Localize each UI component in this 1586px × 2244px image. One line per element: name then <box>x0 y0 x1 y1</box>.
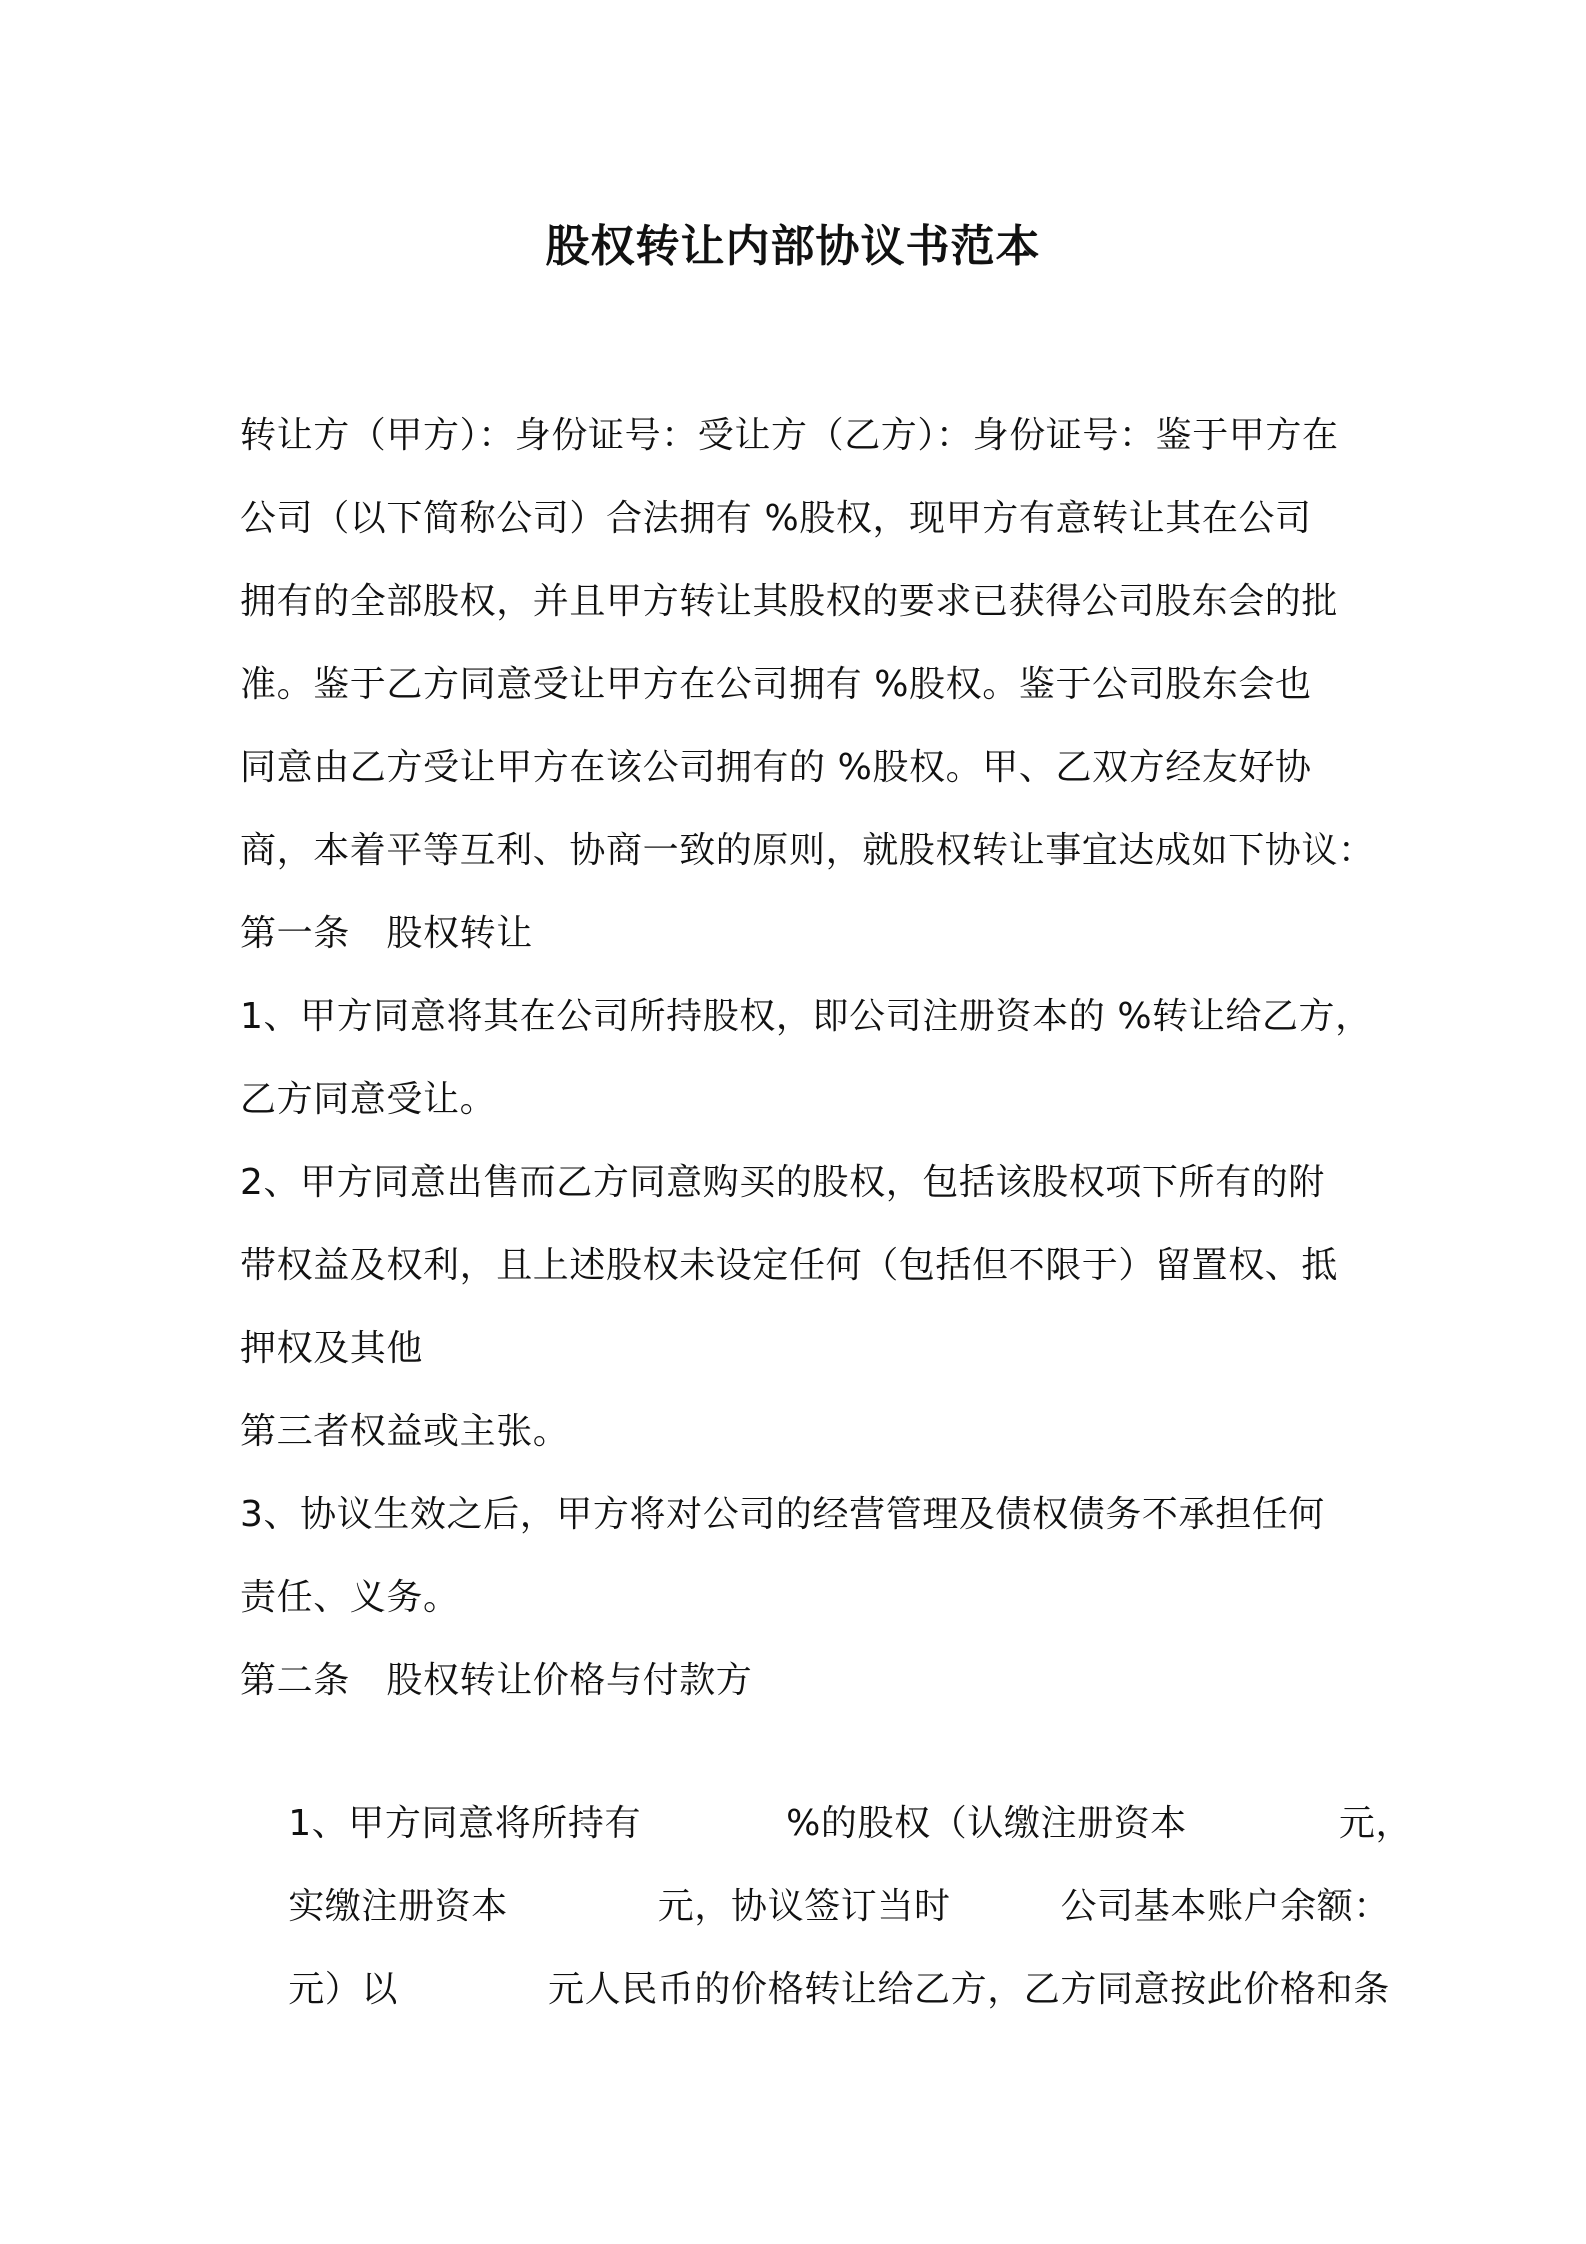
paragraph-line: 同意由乙方受让甲方在该公司拥有的 %股权。甲、乙双方经友好协 <box>240 747 1312 788</box>
line-segment: 元）以 <box>288 1969 398 2010</box>
line-segment: 公司基本账户余额： <box>1060 1886 1391 1927</box>
paragraph-line: 押权及其他 <box>240 1328 424 1369</box>
line-segment: %的股权（认缴注册资本 <box>786 1803 1187 1844</box>
paragraph-line: 拥有的全部股权，并且甲方转让其股权的要求已获得公司股东会的批 <box>240 581 1339 622</box>
document-title: 股权转让内部协议书范本 <box>545 221 1041 272</box>
paragraph-line: 1、甲方同意将其在公司所持股权，即公司注册资本的 %转让给乙方， <box>240 996 1372 1037</box>
paragraph-line: 带权益及权利，且上述股权未设定任何（包括但不限于）留置权、抵 <box>240 1245 1339 1286</box>
paragraph-line <box>240 1900 1390 2080</box>
paragraph-line: 商，本着平等互利、协商一致的原则，就股权转让事宜达成如下协议： <box>240 830 1375 871</box>
paragraph-line: 责任、义务。 <box>240 1577 460 1618</box>
paragraph-line: 第三者权益或主张。 <box>240 1411 570 1452</box>
line-segment: 实缴注册资本 <box>288 1886 508 1927</box>
paragraph-line: 乙方同意受让。 <box>240 1079 497 1120</box>
paragraph-line: 转让方（甲方）：身份证号：受让方（乙方）：身份证号：鉴于甲方在 <box>240 415 1339 456</box>
paragraph-line: 公司（以下简称公司）合法拥有 %股权，现甲方有意转让其在公司 <box>240 498 1312 539</box>
paragraph-line: 2、甲方同意出售而乙方同意购买的股权，包括该股权项下所有的附 <box>240 1162 1325 1203</box>
article-heading: 第一条 股权转让 <box>240 913 533 954</box>
line-segment: 元，协议签订当时 <box>657 1886 951 1927</box>
line-segment: 1、甲方同意将所持有 <box>288 1803 642 1844</box>
paragraph-line: 准。鉴于乙方同意受让甲方在公司拥有 %股权。鉴于公司股东会也 <box>240 664 1312 705</box>
line-segment: 元人民币的价格转让给乙方，乙方同意按此价格和条 <box>548 1969 1390 2010</box>
article-heading: 第二条 股权转让价格与付款方 <box>240 1660 753 1701</box>
line-segment: 元， <box>1338 1803 1413 1844</box>
paragraph-line: 3、协议生效之后，甲方将对公司的经营管理及债权债务不承担任何 <box>240 1494 1325 1535</box>
